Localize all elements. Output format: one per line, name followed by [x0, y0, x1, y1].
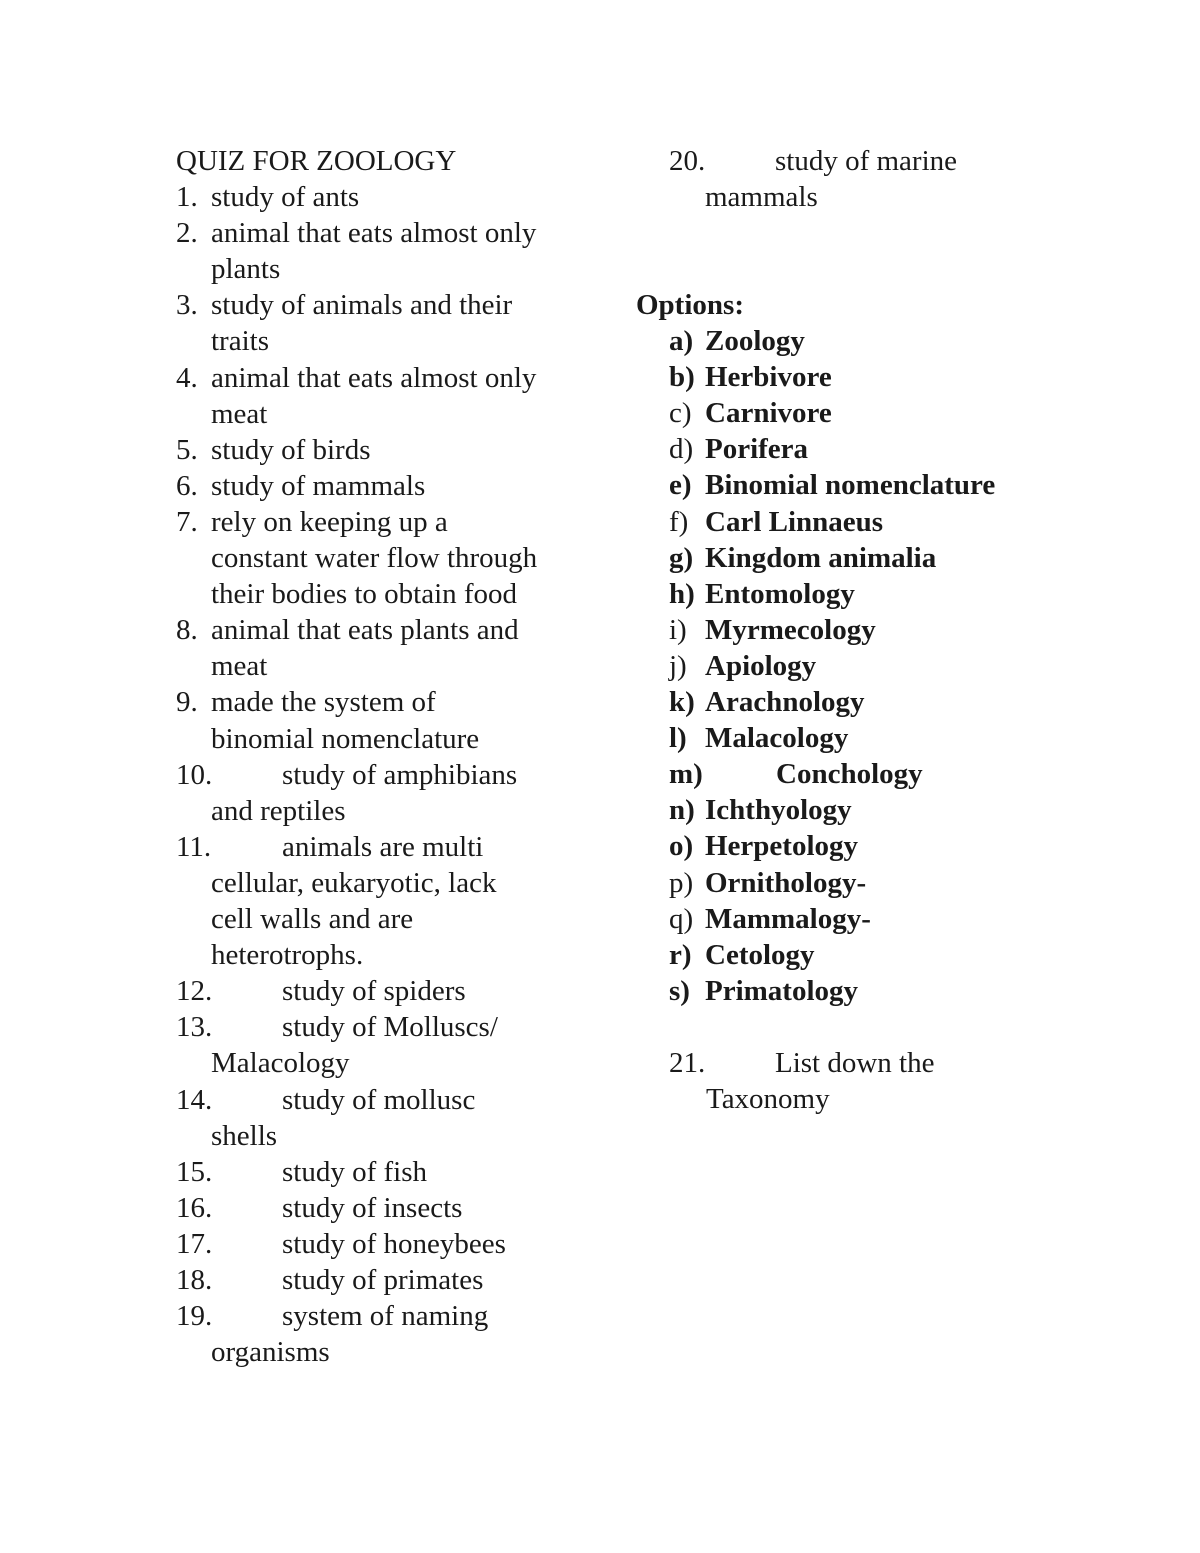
question-text: study of marine [775, 145, 958, 177]
question-text: cell walls and are [211, 903, 414, 935]
question-number: 18. [176, 1264, 213, 1296]
option-letter: e) [669, 469, 692, 502]
question-number: 13. [176, 1011, 213, 1044]
option-text: Kingdom animalia [705, 541, 937, 574]
question-text: study of primates [282, 1264, 484, 1296]
option-text: Carl Linnaeus [705, 505, 884, 538]
option-text: Primatology [705, 974, 859, 1007]
quiz-title: QUIZ FOR ZOOLOGY [176, 145, 457, 177]
option-text: Herbivore [705, 361, 832, 394]
question-text: study of birds [211, 433, 371, 466]
option-text: Entomology [705, 577, 855, 610]
question-number: 5. [176, 433, 198, 466]
question-text: animals are multi [282, 830, 484, 863]
question-number: 10. [176, 758, 213, 791]
option-text: Conchology [776, 758, 923, 791]
option-letter: n) [669, 794, 695, 827]
question-text: plants [211, 253, 281, 286]
option-letter: s) [669, 974, 690, 1007]
question-number: 20. [669, 145, 706, 177]
question-number: 6. [176, 469, 198, 502]
question-text: List down the [775, 1047, 935, 1079]
question-number: 16. [176, 1191, 213, 1224]
option-letter: r) [669, 938, 692, 971]
option-text: Porifera [705, 433, 809, 466]
option-letter: m) [669, 758, 703, 791]
option-text: Cetology [705, 938, 815, 971]
question-text: made the system of [211, 686, 436, 719]
question-text: traits [211, 325, 269, 358]
question-number: 14. [176, 1083, 213, 1116]
question-number: 11. [176, 830, 212, 863]
option-letter: o) [669, 830, 694, 863]
option-text: Myrmecology [705, 613, 876, 646]
question-text: study of amphibians [282, 758, 518, 791]
question-number: 17. [176, 1227, 213, 1260]
question-text: heterotrophs. [211, 939, 364, 972]
question-number: 7. [176, 505, 198, 538]
question-text: study of Molluscs/ [282, 1011, 498, 1044]
question-text: study of ants [211, 181, 360, 213]
option-text: Carnivore [705, 397, 832, 430]
question-text: study of fish [282, 1155, 427, 1188]
option-text: Zoology [705, 325, 805, 357]
options-heading: Options: [636, 289, 744, 321]
question-number: 3. [176, 289, 198, 322]
option-text: Mammalogy- [705, 902, 871, 935]
question-text: mammals [705, 181, 818, 214]
option-letter: a) [669, 325, 694, 357]
option-letter: q) [669, 902, 694, 935]
option-letter: p) [669, 866, 694, 899]
option-text: Herpetology [705, 830, 859, 863]
question-text: shells [211, 1119, 278, 1152]
question-number: 8. [176, 614, 198, 647]
option-letter: g) [669, 541, 694, 574]
option-letter: k) [669, 686, 695, 718]
option-letter: b) [669, 361, 695, 394]
question-text: study of honeybees [282, 1227, 506, 1260]
question-text: meat [211, 397, 268, 430]
question-text: and reptiles [211, 794, 346, 827]
question-number: 4. [176, 361, 198, 394]
question-text: study of insects [282, 1191, 463, 1224]
question-text: cellular, eukaryotic, lack [211, 866, 497, 899]
question-number: 15. [176, 1155, 213, 1188]
question-number: 1. [176, 181, 198, 213]
question-text: study of mollusc [282, 1083, 476, 1116]
question-text: their bodies to obtain food [211, 578, 518, 611]
question-text: animal that eats almost only [211, 217, 537, 250]
question-text: Malacology [211, 1047, 350, 1080]
question-number: 12. [176, 975, 213, 1008]
question-text: animal that eats plants and [211, 614, 519, 647]
question-text: organisms [211, 1336, 330, 1369]
option-letter: j) [669, 649, 687, 682]
option-letter: l) [669, 722, 687, 755]
question-text: meat [211, 650, 268, 683]
question-text: constant water flow through [211, 542, 538, 574]
question-text: binomial nomenclature [211, 722, 480, 755]
question-number: 2. [176, 217, 198, 250]
option-letter: c) [669, 397, 692, 430]
option-letter: h) [669, 577, 695, 610]
question-text: study of spiders [282, 975, 466, 1008]
question-text: study of mammals [211, 469, 426, 502]
option-text: Malacology [705, 722, 849, 755]
option-text: Arachnology [705, 686, 865, 718]
question-number: 19. [176, 1300, 213, 1333]
question-text: animal that eats almost only [211, 361, 537, 394]
option-letter: i) [669, 613, 687, 646]
option-text: Apiology [705, 649, 817, 682]
option-letter: f) [669, 505, 689, 538]
option-text: Ornithology- [705, 866, 867, 899]
question-text: study of animals and their [211, 289, 513, 322]
question-number: 9. [176, 686, 198, 719]
option-text: Ichthyology [705, 794, 852, 827]
question-text: Taxonomy [706, 1083, 830, 1116]
question-number: 21. [669, 1047, 706, 1079]
question-text: rely on keeping up a [211, 505, 448, 538]
option-letter: d) [669, 433, 694, 466]
question-text: system of naming [282, 1300, 489, 1333]
option-text: Binomial nomenclature [705, 469, 996, 502]
